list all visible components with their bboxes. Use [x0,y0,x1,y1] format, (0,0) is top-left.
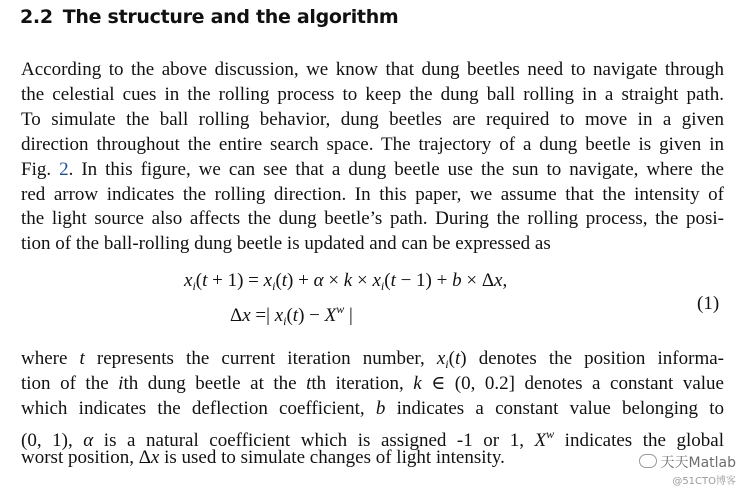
text-line: where t represents the current iteration number, $x_i(t)$ denotes the position informa- [21,348,724,371]
text-line: tion of the ith dung beetle at the tth iteration, k ∈ (0, 0.2] denotes a constant value [21,373,724,394]
section-number: 2.2 [20,6,53,28]
text-line: red arrow indicates the rolling direction. In this paper, we assume that the intensity of [21,184,724,205]
text-line: According to the above discussion, we know that dung beetles need to navigate through [21,59,724,80]
figure-link[interactable]: 2 [59,159,69,180]
text-line: which indicates the deflection coefficient, b indicates a constant value belonging to [21,398,724,419]
text-line: (0, 1), α is a natural coefficient which is assigned -1 or 1, $X^w$ indicates the global [21,427,725,451]
wechat-icon [639,454,657,468]
text-line: To simulate the ball rolling behavior, dung beetles are required to move in a given [21,109,724,130]
text-line: Fig. 2. In this figure, we can see that a dung beetle use the sun to navigate, where the [21,159,724,180]
equation-line-2: Δx =| $x_i(t) - X^w$ | [230,302,353,328]
text-line: the light source also affects the dung beetle’s path. During the rolling process, the posi- [21,208,724,229]
watermark-source: @51CTO博客 [672,476,736,487]
watermark-brand: 天天Matlab [660,455,736,471]
text-line: direction throughout the entire search space. The trajectory of a dung beetle is given in [21,134,724,155]
text-line: tion of the ball-rolling dung beetle is updated and can be expressed as [21,233,551,254]
text-line: worst position, Δx is used to simulate changes of light intensity. [21,447,505,468]
section-heading [20,6,398,28]
text-line: the celestial cues in the rolling process to keep the dung ball rolling in a straight path. [21,84,724,105]
equation-line-1: $x_i(t + 1) = x_i(t) + \alpha \times k \times x_i(t - 1) + b \times \Delta x$, [184,270,508,293]
watermark [639,452,736,487]
section-title: The structure and the algorithm [62,6,399,28]
equation-number: (1) [697,293,720,314]
